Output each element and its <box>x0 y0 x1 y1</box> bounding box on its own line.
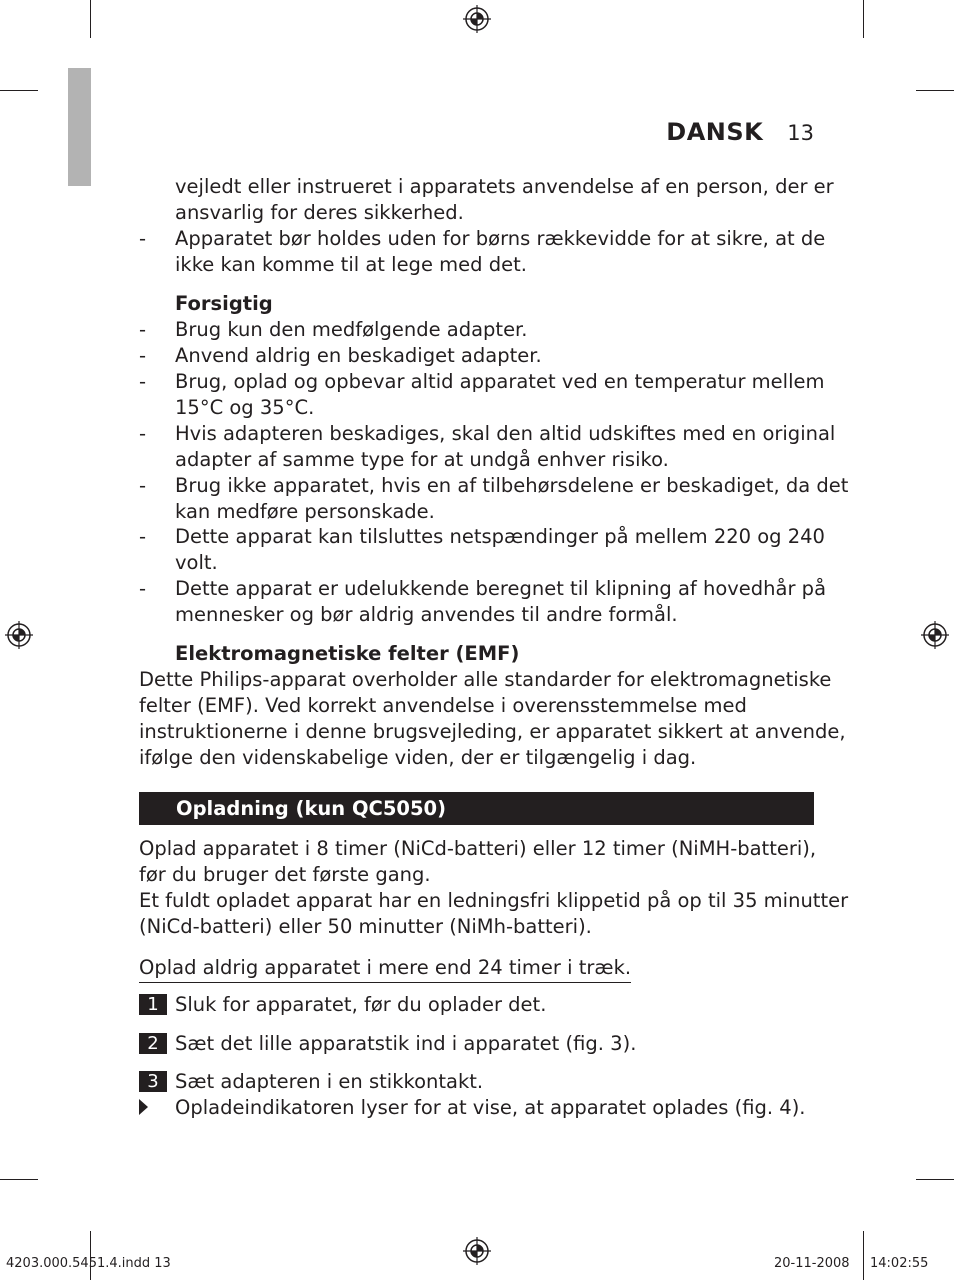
step-text: Sæt adapteren i en stikkontakt. <box>175 1070 484 1093</box>
registration-mark-icon <box>921 621 949 649</box>
list-item: Brug ikke apparatet, hvis en af tilbehørsdelene er beskadiget, da det <box>175 474 849 497</box>
list-item: 15°C og 35°C. <box>175 396 315 419</box>
step-text: Sluk for apparatet, før du oplader det. <box>175 993 547 1016</box>
list-item: adapter af samme type for at undgå enhver risiko. <box>175 448 669 471</box>
body-text: ifølge den videnskabelige viden, der er tilgængelig i dag. <box>139 746 697 769</box>
registration-mark-icon <box>463 1237 491 1265</box>
list-item: Dette apparat kan tilsluttes netspændinger på mellem 220 og 240 <box>175 525 825 548</box>
body-text: Apparatet bør holdes uden for børns rækkevidde for at sikre, at de <box>175 227 826 250</box>
list-item: Brug, oplad og opbevar altid apparatet ved en temperatur mellem <box>175 370 825 393</box>
list-item: Hvis adapteren beskadiges, skal den altid udskiftes med en original <box>175 422 836 445</box>
bullet-dash: - <box>139 525 147 548</box>
list-item: volt. <box>175 551 218 574</box>
bullet-dash: - <box>139 474 147 497</box>
result-text: Opladeindikatoren lyser for at vise, at apparatet oplades (fig. 4). <box>175 1096 806 1119</box>
body-text: Oplad apparatet i 8 timer (NiCd-batteri) eller 12 timer (NiMH-batteri), <box>139 837 817 860</box>
registration-mark-icon <box>5 621 33 649</box>
step-number: 1 <box>139 994 167 1015</box>
step-number: 3 <box>139 1071 167 1092</box>
page-number: 13 <box>787 121 814 145</box>
body-text: ikke kan komme til at lege med det. <box>175 253 527 276</box>
body-text: felter (EMF). Ved korrekt anvendelse i overensstemmelse med <box>139 694 747 717</box>
list-item: kan medføre personskade. <box>175 500 435 523</box>
section-banner <box>139 792 814 825</box>
footer-date: 20-11-2008 <box>774 1256 850 1271</box>
registration-mark-icon <box>463 5 491 33</box>
body-text: før du bruger det første gang. <box>139 863 431 886</box>
crop-mark <box>863 1231 864 1280</box>
section-heading: Elektromagnetiske felter (EMF) <box>175 642 520 665</box>
list-item: mennesker og bør aldrig anvendes til andre formål. <box>175 603 678 626</box>
body-text: Et fuldt opladet apparat har en ledningsfri klippetid på op til 35 minutter <box>139 889 849 912</box>
step-text: Sæt det lille apparatstik ind i apparatet (fig. 3). <box>175 1032 637 1055</box>
page-header <box>666 118 814 146</box>
crop-mark <box>90 0 91 38</box>
language-label: DANSK <box>666 118 764 146</box>
banner-title: Opladning (kun QC5050) <box>176 797 447 820</box>
bullet-dash: - <box>139 577 147 600</box>
crop-mark <box>863 0 864 38</box>
bullet-dash: - <box>139 227 147 250</box>
step-number: 2 <box>139 1033 167 1054</box>
crop-mark <box>916 90 954 91</box>
crop-mark <box>916 1179 954 1180</box>
bullet-dash: - <box>139 344 147 367</box>
body-text: (NiCd-batteri) eller 50 minutter (NiMh-batteri). <box>139 915 592 938</box>
body-text: ansvarlig for deres sikkerhed. <box>175 201 464 224</box>
bullet-dash: - <box>139 370 147 393</box>
list-item: Brug kun den medfølgende adapter. <box>175 318 528 341</box>
list-item: Anvend aldrig en beskadiget adapter. <box>175 344 542 367</box>
body-text: vejledt eller instrueret i apparatets anvendelse af en person, der er <box>175 175 834 198</box>
section-heading: Forsigtig <box>175 292 273 315</box>
warning-text: Oplad aldrig apparatet i mere end 24 timer i træk. <box>139 955 631 983</box>
crop-mark <box>0 90 38 91</box>
bullet-dash: - <box>139 318 147 341</box>
crop-mark <box>0 1179 38 1180</box>
footer-file: 4203.000.5451.4.indd 13 <box>6 1256 171 1271</box>
result-arrow-icon <box>139 1099 148 1115</box>
list-item: Dette apparat er udelukkende beregnet til klipning af hovedhår på <box>175 577 827 600</box>
body-text: instruktionerne i denne brugsvejleding, er apparatet sikkert at anvende, <box>139 720 846 743</box>
footer-time: 14:02:55 <box>870 1256 929 1271</box>
body-text: Dette Philips-apparat overholder alle standarder for elektromagnetiske <box>139 668 832 691</box>
language-side-tab <box>68 68 91 186</box>
bullet-dash: - <box>139 422 147 445</box>
